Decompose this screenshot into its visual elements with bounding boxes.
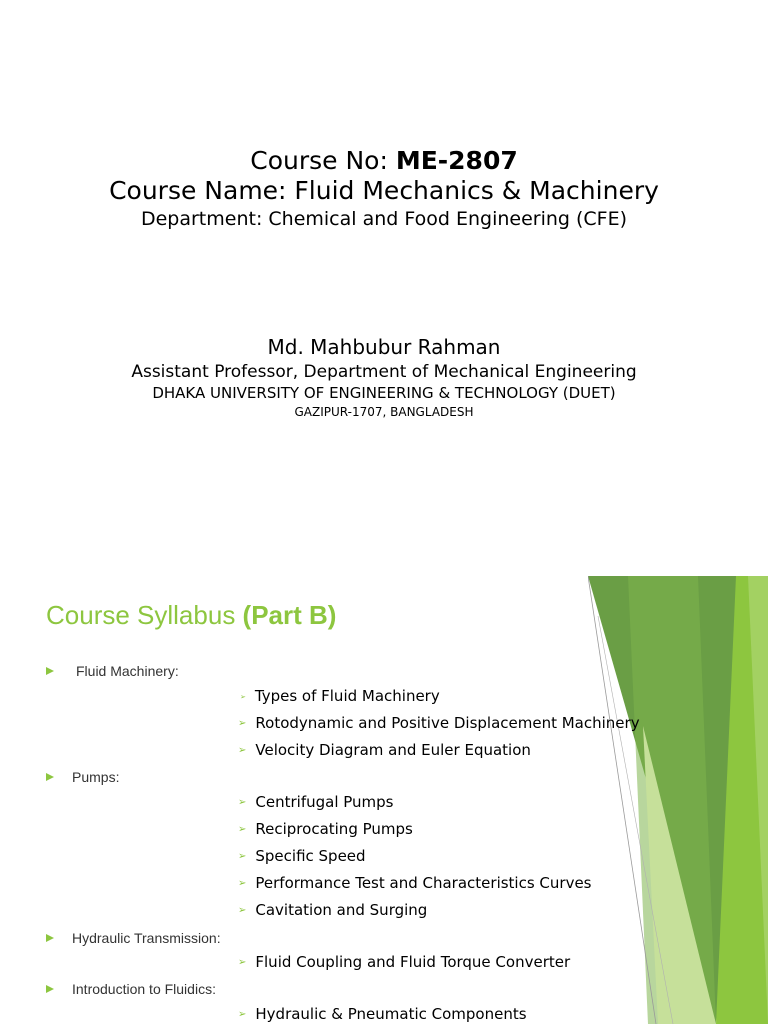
list-item-text: Cavitation and Surging [255, 901, 428, 919]
course-code: ME-2807 [395, 146, 518, 175]
section-label: Introduction to Fluidics: [72, 981, 216, 997]
arrow-bullet-icon: ➢ [238, 797, 247, 808]
list-item [238, 1005, 527, 1023]
university-address: GAZIPUR-1707, BANGLADESH [294, 405, 474, 419]
list-item [240, 687, 440, 705]
author-name: Md. Mahbubur Rahman [267, 335, 501, 359]
list-item-text: Specific Speed [255, 847, 366, 865]
section-fluid-machinery [46, 663, 179, 679]
list-item [238, 901, 427, 919]
arrow-bullet-icon: ➢ [238, 905, 247, 916]
list-item-text: Hydraulic & Pneumatic Components [255, 1005, 527, 1023]
list-item-text: Fluid Coupling and Fluid Torque Converter [255, 953, 571, 971]
arrow-bullet-icon: ➢ [238, 878, 247, 889]
bullet-triangle-icon [46, 934, 54, 942]
course-name: Course Name: Fluid Mechanics & Machinery [109, 176, 659, 205]
list-item [238, 874, 592, 892]
list-item [238, 741, 531, 759]
arrow-bullet-icon: ➢ [240, 693, 246, 701]
arrow-bullet-icon: ➢ [238, 957, 247, 968]
department: Department: Chemical and Food Engineering (CFE) [140, 208, 628, 230]
arrow-bullet-icon: ➢ [238, 1009, 247, 1020]
bullet-triangle-icon [46, 985, 54, 993]
arrow-bullet-icon: ➢ [238, 718, 247, 729]
list-item [238, 953, 570, 971]
syllabus-title-part: (Part B) [242, 600, 337, 630]
university-name: DHAKA UNIVERSITY OF ENGINEERING & TECHNOLOGY (DUET) [152, 384, 616, 402]
arrow-bullet-icon: ➢ [238, 851, 247, 862]
list-item-text: Performance Test and Characteristics Curves [255, 874, 592, 892]
bullet-triangle-icon [46, 667, 54, 675]
list-item [238, 714, 640, 732]
section-pumps [46, 769, 119, 785]
list-item [238, 793, 394, 811]
list-item-text: Centrifugal Pumps [255, 793, 394, 811]
decorative-green-shapes [588, 576, 768, 1024]
section-label: Pumps: [72, 769, 120, 785]
list-item [238, 820, 413, 838]
author-position: Assistant Professor, Department of Mechanical Engineering [131, 362, 637, 382]
list-item-text: Reciprocating Pumps [255, 820, 413, 838]
bullet-triangle-icon [46, 773, 54, 781]
list-item-text: Types of Fluid Machinery [254, 687, 440, 705]
list-item-text: Velocity Diagram and Euler Equation [255, 741, 531, 759]
section-hydraulic-transmission [46, 930, 221, 946]
list-item-text: Rotodynamic and Positive Displacement Machinery [255, 714, 640, 732]
arrow-bullet-icon: ➢ [238, 824, 247, 835]
section-introduction-to-fluidics [46, 981, 216, 997]
arrow-bullet-icon: ➢ [238, 745, 247, 756]
section-label: Hydraulic Transmission: [72, 930, 221, 946]
course-number [0, 146, 768, 175]
section-label: Fluid Machinery: [76, 663, 179, 679]
syllabus-title [46, 600, 336, 631]
course-number-label: Course No: [250, 146, 396, 175]
syllabus-slide [0, 576, 768, 1024]
list-item [238, 847, 366, 865]
syllabus-title-text: Course Syllabus [46, 600, 243, 630]
